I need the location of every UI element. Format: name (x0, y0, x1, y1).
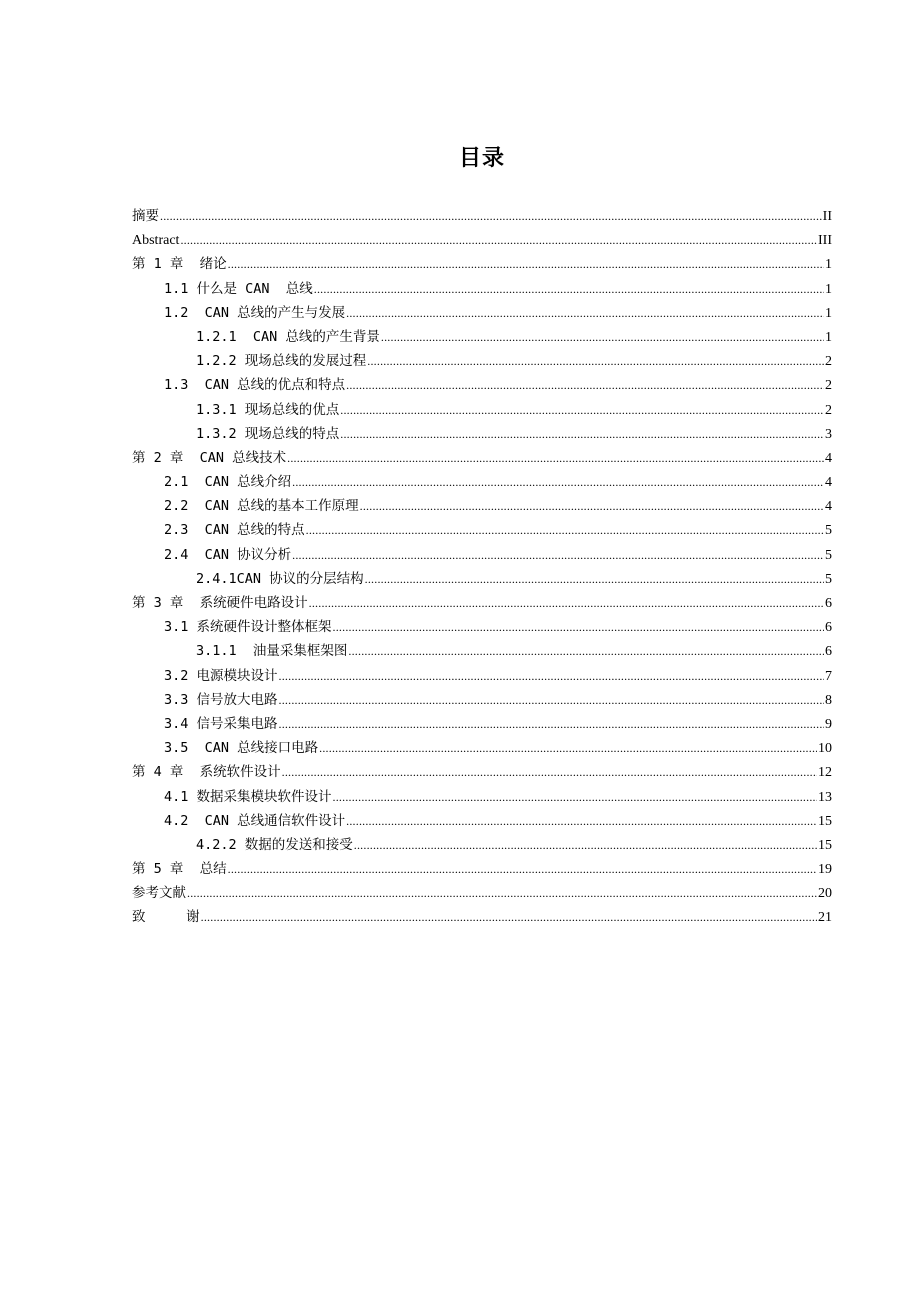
toc-entry[interactable] (132, 301, 832, 325)
toc-dot-leader (360, 494, 824, 518)
toc-dot-leader (279, 664, 824, 688)
toc-dot-leader (228, 252, 824, 276)
toc-entry[interactable] (132, 736, 832, 760)
toc-dot-leader (346, 301, 824, 325)
toc-entry[interactable] (132, 325, 832, 349)
toc-entry-label: 4.1 数据采集模块软件设计 (164, 788, 332, 805)
toc-entry-page-number: 19 (818, 862, 832, 878)
toc-entry[interactable] (132, 664, 832, 688)
toc-dot-leader (160, 204, 822, 228)
toc-dot-leader (279, 688, 824, 712)
toc-dot-leader (367, 349, 824, 373)
toc-entry-page-number: 20 (818, 886, 832, 902)
toc-entry-page-number: 9 (825, 716, 832, 732)
toc-dot-leader (340, 398, 824, 422)
toc-entry-label: 2.4 CAN 协议分析 (164, 546, 292, 563)
toc-entry[interactable] (132, 470, 832, 494)
toc-entry-page-number: 15 (818, 837, 832, 853)
toc-entry-page-number: 13 (818, 789, 832, 805)
toc-entry[interactable] (132, 615, 832, 639)
toc-dot-leader (292, 543, 824, 567)
toc-entry-page-number: 6 (825, 620, 832, 636)
toc-entry-label: 第 3 章 系统硬件电路设计 (132, 595, 308, 611)
toc-entry-page-number: 2 (825, 354, 832, 370)
toc-dot-leader (354, 833, 817, 857)
toc-dot-leader (381, 325, 824, 349)
toc-title: 目录 (458, 146, 505, 171)
toc-entry-page-number: 1 (825, 257, 832, 273)
toc-entry-label: 1.3 CAN 总线的优点和特点 (164, 377, 346, 394)
table-of-contents (132, 204, 832, 930)
toc-entry[interactable] (132, 228, 832, 252)
toc-entry[interactable] (132, 881, 832, 905)
toc-dot-leader (282, 760, 817, 784)
toc-entry-label: 3.4 信号采集电路 (164, 715, 278, 732)
toc-dot-leader (279, 712, 824, 736)
toc-entry-label: 第 1 章 绪论 (132, 256, 227, 273)
toc-dot-leader (292, 470, 824, 494)
toc-entry-page-number: 4 (825, 475, 832, 491)
toc-entry-label: 1.2.2 现场总线的发展过程 (196, 353, 367, 370)
toc-entry[interactable] (132, 712, 832, 736)
toc-entry-page-number: 5 (825, 547, 832, 563)
toc-entry-page-number: 4 (825, 499, 832, 515)
toc-entry-label: 参考文献 (132, 885, 186, 902)
toc-entry[interactable] (132, 422, 832, 446)
toc-entry-page-number: 6 (825, 644, 832, 660)
toc-entry-label: 2.1 CAN 总线介绍 (164, 474, 292, 491)
toc-entry-page-number: 7 (825, 668, 832, 684)
toc-entry-page-number: 3 (825, 426, 832, 442)
toc-entry[interactable] (132, 543, 832, 567)
toc-entry[interactable] (132, 494, 832, 518)
toc-entry-page-number: III (818, 233, 832, 249)
toc-entry-label: 1.2 CAN 总线的产生与发展 (164, 304, 346, 321)
toc-entry-page-number: 6 (825, 596, 832, 611)
toc-entry[interactable] (132, 639, 832, 663)
toc-entry-label: 3.3 信号放大电路 (164, 691, 278, 708)
toc-entry[interactable] (132, 349, 832, 373)
toc-entry-label: 致 谢 (132, 909, 200, 926)
toc-entry-label: Abstract (132, 233, 180, 249)
toc-dot-leader (319, 736, 817, 760)
toc-entry[interactable] (132, 905, 832, 929)
toc-entry-page-number: 2 (825, 402, 832, 418)
toc-entry-label: 1.3.2 现场总线的特点 (196, 425, 340, 442)
toc-entry-page-number: II (822, 209, 832, 224)
toc-entry[interactable] (132, 833, 832, 857)
toc-dot-leader (348, 639, 824, 663)
toc-entry[interactable] (132, 785, 832, 809)
toc-entry[interactable] (132, 252, 832, 276)
toc-dot-leader (201, 905, 817, 929)
toc-entry-label: 第 5 章 总结 (132, 861, 227, 878)
toc-dot-leader (187, 881, 817, 905)
toc-entry[interactable] (132, 809, 832, 833)
toc-entry-label: 3.1.1 油量采集框架图 (196, 643, 348, 660)
toc-entry-page-number: 1 (825, 329, 832, 345)
toc-dot-leader (309, 591, 824, 615)
toc-entry-label: 1.3.1 现场总线的优点 (196, 401, 340, 418)
toc-entry[interactable] (132, 373, 832, 397)
toc-dot-leader (228, 857, 817, 881)
toc-entry-label: 第 4 章 系统软件设计 (132, 764, 281, 781)
toc-entry-label: 1.2.1 CAN 总线的产生背景 (196, 328, 380, 345)
toc-dot-leader (314, 277, 824, 301)
toc-dot-leader (287, 446, 824, 470)
toc-entry[interactable] (132, 760, 832, 784)
toc-entry-label: 2.3 CAN 总线的特点 (164, 522, 305, 539)
toc-entry-page-number: 1 (825, 281, 832, 297)
toc-entry-page-number: 10 (818, 741, 832, 757)
toc-entry-label: 3.1 系统硬件设计整体框架 (164, 619, 332, 636)
toc-entry-page-number: 5 (825, 571, 832, 587)
toc-entry[interactable] (132, 446, 832, 470)
toc-entry[interactable] (132, 277, 832, 301)
toc-dot-leader (340, 422, 824, 446)
toc-entry-label: 4.2 CAN 总线通信软件设计 (164, 812, 346, 829)
toc-dot-leader (346, 373, 824, 397)
toc-entry-label: 第 2 章 CAN 总线技术 (132, 449, 287, 466)
toc-entry-page-number: 21 (818, 910, 832, 926)
toc-dot-leader (346, 809, 817, 833)
toc-entry[interactable] (132, 204, 832, 228)
toc-entry-page-number: 1 (825, 305, 832, 321)
toc-entry-page-number: 12 (818, 765, 832, 781)
toc-entry-page-number: 8 (825, 692, 832, 708)
toc-entry[interactable] (132, 857, 832, 881)
toc-entry[interactable] (132, 567, 832, 591)
toc-entry-page-number: 15 (818, 813, 832, 829)
toc-dot-leader (180, 228, 817, 252)
toc-entry[interactable] (132, 518, 832, 542)
toc-entry-page-number: 5 (825, 523, 832, 539)
toc-entry-label: 2.2 CAN 总线的基本工作原理 (164, 498, 359, 515)
toc-entry-page-number: 4 (825, 450, 832, 466)
toc-entry-label: 4.2.2 数据的发送和接受 (196, 836, 353, 853)
toc-entry[interactable] (132, 591, 832, 615)
toc-entry-label: 3.5 CAN 总线接口电路 (164, 740, 319, 757)
toc-dot-leader (333, 785, 817, 809)
toc-entry-page-number: 2 (825, 378, 832, 394)
toc-entry[interactable] (132, 398, 832, 422)
toc-entry-label: 摘要 (132, 208, 159, 224)
toc-dot-leader (306, 518, 824, 542)
toc-entry-label: 2.4.1CAN 协议的分层结构 (196, 570, 364, 587)
toc-entry-label: 1.1 什么是 CAN 总线 (164, 280, 313, 297)
toc-dot-leader (365, 567, 824, 591)
toc-dot-leader (333, 615, 824, 639)
toc-entry[interactable] (132, 688, 832, 712)
toc-entry-label: 3.2 电源模块设计 (164, 667, 278, 684)
